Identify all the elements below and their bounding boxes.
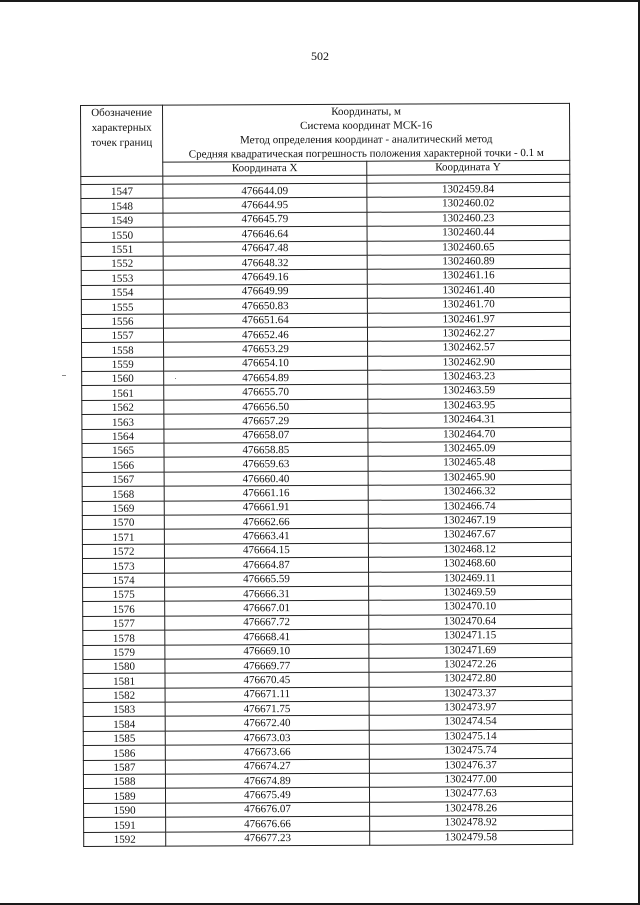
coordinate-x-cell: 476649.16 <box>163 270 366 285</box>
point-id-cell: 1578 <box>83 630 165 645</box>
coordinate-x-cell: 476668.41 <box>165 629 368 644</box>
coordinate-x-cell: 476662.66 <box>164 514 367 529</box>
point-id-cell: 1563 <box>82 414 164 429</box>
point-id-cell: 1573 <box>82 558 164 573</box>
coordinate-y-cell: 1302473.97 <box>369 700 572 715</box>
point-id-cell: 1570 <box>82 515 164 530</box>
coordinate-x-cell: 476654.89 <box>164 370 367 385</box>
point-id-cell: 1585 <box>83 731 165 746</box>
coordinate-y-cell: 1302465.48 <box>368 456 571 471</box>
coordinate-x-cell: 476670.45 <box>165 673 368 688</box>
coordinate-y-cell: 1302468.60 <box>368 557 571 572</box>
coordinate-y-cell: 1302460.89 <box>367 254 570 269</box>
coordinate-y-cell: 1302478.92 <box>369 816 572 831</box>
coordinate-x-cell: 476656.50 <box>164 399 367 414</box>
point-id-cell: 1556 <box>81 314 163 329</box>
point-id-cell: 1587 <box>83 760 165 775</box>
coordinate-x-cell: 476673.03 <box>165 730 368 745</box>
coordinate-x-header: Координата X <box>163 161 366 176</box>
coordinate-x-cell: 476652.46 <box>164 327 367 342</box>
coordinate-x-cell: 476653.29 <box>164 342 367 357</box>
coordinate-y-cell: 1302474.54 <box>369 715 572 730</box>
coordinate-y-cell: 1302467.67 <box>368 528 571 543</box>
coordinates-header-line: Средняя квадратическая погрешность положения характерной точки - 0.1 м <box>188 146 544 161</box>
coordinate-y-cell: 1302472.80 <box>369 672 572 687</box>
coordinate-y-cell: 1302462.57 <box>367 341 570 356</box>
coordinate-x-cell: 476659.63 <box>164 457 367 472</box>
coordinate-y-cell: 1302460.23 <box>367 211 570 226</box>
point-id-cell: 1548 <box>81 199 163 214</box>
point-id-cell: 1552 <box>81 256 163 271</box>
coordinates-header <box>163 103 570 162</box>
coordinate-y-cell: 1302479.58 <box>369 830 572 845</box>
page-number: 502 <box>311 49 329 63</box>
coordinate-x-cell: 476651.64 <box>164 313 367 328</box>
coordinate-y-cell: 1302469.11 <box>368 571 571 586</box>
point-id-cell: 1582 <box>83 688 165 703</box>
coordinate-x-cell: 476658.07 <box>164 428 367 443</box>
coordinate-y-cell: 1302465.90 <box>368 470 571 485</box>
coordinate-y-cell: 1302462.90 <box>367 355 570 370</box>
coordinate-x-cell: 476676.07 <box>166 802 369 817</box>
coordinate-y-cell: 1302477.63 <box>369 787 572 802</box>
scan-artifact <box>62 375 66 376</box>
point-id-cell: 1565 <box>82 443 164 458</box>
coordinate-y-cell: 1302459.84 <box>366 182 569 197</box>
point-id-cell: 1575 <box>83 587 165 602</box>
coordinate-y-cell: 1302466.32 <box>368 485 571 500</box>
coordinates-header-line: Система координат МСК-16 <box>300 119 433 133</box>
coordinate-y-cell: 1302465.09 <box>368 441 571 456</box>
point-id-cell: 1551 <box>81 242 163 257</box>
coordinate-x-cell: 476644.95 <box>163 198 366 213</box>
coordinate-x-cell: 476661.91 <box>164 500 367 515</box>
scan-border-top <box>0 0 640 2</box>
point-label-header-line: характерных <box>91 121 152 134</box>
point-id-cell: 1569 <box>82 501 164 516</box>
coordinate-y-header: Координата Y <box>366 160 569 175</box>
coordinate-x-cell: 476669.10 <box>165 644 368 659</box>
coordinate-y-cell: 1302478.26 <box>369 801 572 816</box>
coordinate-y-cell: 1302461.70 <box>367 297 570 312</box>
coordinate-y-cell: 1302470.64 <box>368 614 571 629</box>
point-id-cell: 1557 <box>81 328 163 343</box>
point-id-cell: 1579 <box>83 645 165 660</box>
coordinate-x-cell: 476648.32 <box>163 255 366 270</box>
coordinate-y-cell: 1302466.74 <box>368 499 571 514</box>
coordinate-x-cell: 476667.01 <box>165 601 368 616</box>
coordinate-y-cell: 1302464.70 <box>367 427 570 442</box>
point-id-cell: 1553 <box>81 270 163 285</box>
point-id-cell: 1591 <box>84 817 166 832</box>
coordinate-y-cell: 1302462.27 <box>367 326 570 341</box>
point-id-cell: 1555 <box>81 299 163 314</box>
coordinate-x-cell: 476644.09 <box>163 183 366 198</box>
coordinate-x-cell: 476672.40 <box>165 716 368 731</box>
coordinate-x-cell: 476660.40 <box>164 471 367 486</box>
coordinate-y-cell: 1302461.97 <box>367 312 570 327</box>
point-id-cell: 1568 <box>82 486 164 501</box>
point-id-cell: 1584 <box>83 717 165 732</box>
coordinate-x-cell: 476666.31 <box>165 586 368 601</box>
coordinate-x-cell: 476669.77 <box>165 658 368 673</box>
coordinate-x-cell: 476675.49 <box>166 788 369 803</box>
coordinate-y-cell: 1302473.37 <box>369 686 572 701</box>
coordinate-y-cell: 1302471.69 <box>368 643 571 658</box>
coordinate-x-cell: 476671.11 <box>165 687 368 702</box>
point-id-cell: 1554 <box>81 285 163 300</box>
point-id-cell: 1564 <box>82 429 164 444</box>
coordinate-x-cell: 476645.79 <box>163 212 366 227</box>
coordinate-y-cell: 1302460.44 <box>367 226 570 241</box>
point-label-header-line: точек границ <box>91 136 153 149</box>
point-id-cell: 1583 <box>83 702 165 717</box>
coordinates-header-line: Координаты, м <box>331 105 402 118</box>
coordinate-y-cell: 1302463.59 <box>367 384 570 399</box>
point-id-cell: 1592 <box>84 832 166 847</box>
coordinate-y-cell: 1302461.16 <box>367 269 570 284</box>
point-id-cell: 1571 <box>82 530 164 545</box>
coordinate-y-cell: 1302475.74 <box>369 744 572 759</box>
point-id-cell: 1572 <box>82 544 164 559</box>
coordinate-y-cell: 1302460.02 <box>366 197 569 212</box>
coordinate-x-cell: 476665.59 <box>165 572 368 587</box>
coordinate-y-cell: 1302472.26 <box>368 657 571 672</box>
coordinate-x-cell: 476655.70 <box>164 385 367 400</box>
coordinate-x-cell: 476663.41 <box>165 529 368 544</box>
coordinate-y-cell: 1302477.00 <box>369 772 572 787</box>
coordinate-x-cell: 476658.85 <box>164 442 367 457</box>
coordinate-x-cell: 476654.10 <box>164 356 367 371</box>
coordinate-y-cell: 1302463.23 <box>367 369 570 384</box>
point-id-cell: 1550 <box>81 227 163 242</box>
point-id-cell: 1576 <box>83 601 165 616</box>
point-id-cell: 1590 <box>84 803 166 818</box>
point-label-header <box>81 105 163 176</box>
coordinate-y-cell: 1302475.14 <box>369 729 572 744</box>
coordinate-x-cell: 476646.64 <box>163 226 366 241</box>
point-id-cell: 1588 <box>83 774 165 789</box>
coordinate-x-cell: 476673.66 <box>165 744 368 759</box>
point-id-cell: 1589 <box>83 789 165 804</box>
point-id-cell: 1577 <box>83 616 165 631</box>
coordinate-y-cell: 1302468.12 <box>368 542 571 557</box>
coordinate-y-cell: 1302461.40 <box>367 283 570 298</box>
point-id-cell: 1567 <box>82 472 164 487</box>
coordinate-x-cell: 476671.75 <box>165 701 368 716</box>
table-row <box>84 830 573 847</box>
coordinate-x-cell: 476674.27 <box>166 759 369 774</box>
point-id-cell: 1574 <box>83 573 165 588</box>
coordinate-x-cell: 476657.29 <box>164 413 367 428</box>
coordinate-x-cell: 476650.83 <box>164 298 367 313</box>
point-id-cell: 1586 <box>83 745 165 760</box>
point-id-cell: 1566 <box>82 458 164 473</box>
point-label-header-line: Обозначение <box>91 106 153 119</box>
coordinate-y-cell: 1302469.59 <box>368 585 571 600</box>
coordinate-x-cell: 476664.87 <box>165 557 368 572</box>
point-id-cell: 1547 <box>81 184 163 199</box>
point-id-cell: 1580 <box>83 659 165 674</box>
coordinate-y-cell: 1302476.37 <box>369 758 572 773</box>
coordinate-y-cell: 1302464.31 <box>367 413 570 428</box>
coordinate-x-cell: 476676.66 <box>166 816 369 831</box>
point-id-cell: 1581 <box>83 673 165 688</box>
coordinate-x-cell: 476677.23 <box>166 831 369 846</box>
coordinate-y-cell: 1302463.95 <box>367 398 570 413</box>
coordinate-y-cell: 1302460.65 <box>367 240 570 255</box>
point-id-cell: 1558 <box>82 342 164 357</box>
coordinate-x-cell: 476661.16 <box>164 485 367 500</box>
point-id-cell: 1561 <box>82 386 164 401</box>
coordinate-x-cell: 476674.89 <box>166 773 369 788</box>
coordinate-x-cell: 476647.48 <box>163 241 366 256</box>
coordinate-y-cell: 1302470.10 <box>368 600 571 615</box>
point-id-cell: 1549 <box>81 213 163 228</box>
coordinate-y-cell: 1302467.19 <box>368 513 571 528</box>
coordinate-y-cell: 1302471.15 <box>368 628 571 643</box>
point-id-cell: 1562 <box>82 400 164 415</box>
point-id-cell: 1559 <box>82 357 164 372</box>
coordinate-x-cell: 476664.15 <box>165 543 368 558</box>
coordinate-x-cell: 476667.72 <box>165 615 368 630</box>
point-id-cell: 1560 <box>82 371 164 386</box>
table-header-row <box>81 103 570 162</box>
coordinates-header-line: Метод определения координат - аналитический метод <box>240 133 493 147</box>
coordinates-table <box>80 103 573 847</box>
coordinate-x-cell: 476649.99 <box>163 284 366 299</box>
